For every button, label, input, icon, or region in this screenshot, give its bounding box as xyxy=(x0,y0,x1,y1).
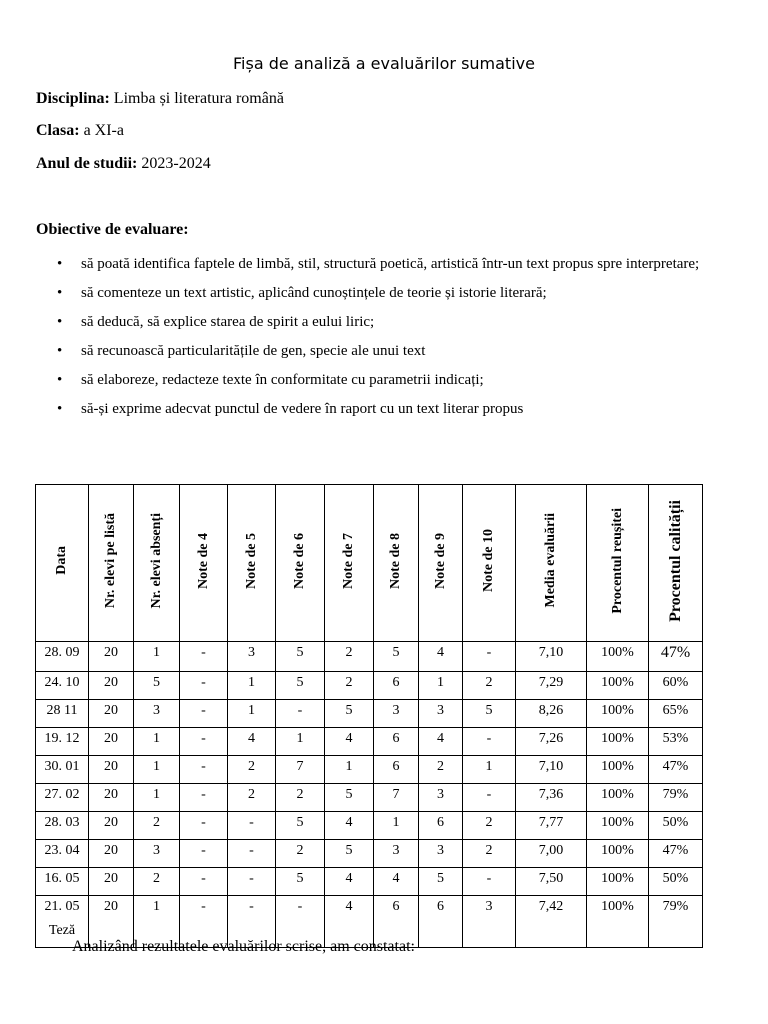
table-row xyxy=(36,728,703,756)
table-cell: 6 xyxy=(374,672,419,700)
table-header-row xyxy=(36,485,703,642)
table-cell: 6 xyxy=(374,728,419,756)
disciplina-value: Limba și literatura română xyxy=(113,90,284,107)
table-cell: - xyxy=(180,896,228,948)
teza-note: Teză xyxy=(48,923,76,938)
table-cell: 4 xyxy=(419,642,463,672)
table-cell: - xyxy=(463,868,516,896)
table-row xyxy=(36,784,703,812)
table-cell: 23. 04 xyxy=(36,840,89,868)
table-cell: 47% xyxy=(649,840,703,868)
table-cell: 2 xyxy=(276,784,325,812)
table-cell: 20 xyxy=(89,672,134,700)
table-cell: 7 xyxy=(276,756,325,784)
table-cell: 20 xyxy=(89,728,134,756)
disciplina-label: Disciplina: xyxy=(36,90,110,107)
table-cell: 79% xyxy=(649,896,703,948)
table-cell: 1 xyxy=(276,728,325,756)
table-cell: 2 xyxy=(463,840,516,868)
column-header: Nr. elevi pe listă xyxy=(89,485,134,642)
objective-item: • să elaboreze, redacteze texte în conformitate cu parametrii indicați; xyxy=(36,366,716,395)
table-cell: 3 xyxy=(463,896,516,948)
table-cell: 2 xyxy=(228,756,276,784)
table-cell: 7,42 xyxy=(516,896,587,948)
table-row xyxy=(36,812,703,840)
table-cell: - xyxy=(180,868,228,896)
table-cell: 3 xyxy=(228,642,276,672)
anul-value: 2023-2024 xyxy=(141,155,211,172)
table-cell: 3 xyxy=(374,840,419,868)
column-header: Note de 8 xyxy=(374,485,419,642)
column-header: Procentul reușitei xyxy=(587,485,649,642)
analysis-sentence: Analizând rezultatele evaluărilor scrise, am constatat: xyxy=(72,938,415,955)
table-cell: 6 xyxy=(374,756,419,784)
table-cell: 2 xyxy=(325,672,374,700)
table-cell: 5 xyxy=(463,700,516,728)
table-cell: 1 xyxy=(325,756,374,784)
table-cell: 50% xyxy=(649,812,703,840)
table-cell: 100% xyxy=(587,700,649,728)
table-cell: 100% xyxy=(587,756,649,784)
table-cell: 28 11 xyxy=(36,700,89,728)
table-cell: 7,26 xyxy=(516,728,587,756)
table-cell: - xyxy=(180,728,228,756)
table-cell: 47% xyxy=(649,756,703,784)
table-cell: - xyxy=(180,700,228,728)
table-cell: 7,29 xyxy=(516,672,587,700)
objective-item: • să recunoască particularitățile de gen, specie ale unui text xyxy=(36,337,716,366)
table-cell: 2 xyxy=(463,672,516,700)
table-cell: 4 xyxy=(325,812,374,840)
table-cell: 16. 05 xyxy=(36,868,89,896)
table-cell: 7,10 xyxy=(516,642,587,672)
table-row xyxy=(36,642,703,672)
table-cell: 47% xyxy=(649,642,703,672)
objective-item: • să comenteze un text artistic, aplicând cunoștințele de teorie și istorie literară; xyxy=(36,279,716,308)
table-row xyxy=(36,700,703,728)
table-cell: 2 xyxy=(419,756,463,784)
table-cell: 5 xyxy=(276,672,325,700)
table-cell: 1 xyxy=(134,756,180,784)
table-cell: 100% xyxy=(587,642,649,672)
table-cell: 7,00 xyxy=(516,840,587,868)
table-cell: 4 xyxy=(325,728,374,756)
column-header: Note de 5 xyxy=(228,485,276,642)
table-cell: 3 xyxy=(419,840,463,868)
table-cell: 4 xyxy=(374,868,419,896)
table-cell: 7,10 xyxy=(516,756,587,784)
table-cell: - xyxy=(228,868,276,896)
table-cell: 6 xyxy=(419,896,463,948)
clasa-value: a XI-a xyxy=(83,122,124,139)
table-cell: - xyxy=(180,784,228,812)
table-cell: 7 xyxy=(374,784,419,812)
table-cell: 5 xyxy=(374,642,419,672)
clasa-line xyxy=(36,122,124,140)
column-header: Note de 9 xyxy=(419,485,463,642)
table-cell: - xyxy=(228,812,276,840)
table-cell: 1 xyxy=(228,700,276,728)
objective-item: • să-și exprime adecvat punctul de vedere în raport cu un text literar propus xyxy=(36,395,716,424)
column-header: Note de 4 xyxy=(180,485,228,642)
column-header: Nr. elevi absenți xyxy=(134,485,180,642)
table-cell: - xyxy=(180,672,228,700)
table-cell: 1 xyxy=(228,672,276,700)
anul-line xyxy=(36,155,211,173)
column-header: Data xyxy=(36,485,89,642)
table-cell: - xyxy=(180,812,228,840)
table-cell: 20 xyxy=(89,840,134,868)
table-cell: 28. 09 xyxy=(36,642,89,672)
table-cell: 100% xyxy=(587,812,649,840)
column-header: Media evaluării xyxy=(516,485,587,642)
column-header: Procentul calității xyxy=(649,485,703,642)
objective-item: • să deducă, să explice starea de spirit a eului liric; xyxy=(36,308,716,337)
table-cell: 2 xyxy=(325,642,374,672)
table-cell: 27. 02 xyxy=(36,784,89,812)
table-cell: 1 xyxy=(134,784,180,812)
table-cell: - xyxy=(180,756,228,784)
objective-item: • să poată identifica faptele de limbă, stil, structură poetică, artistică într-un text propus spre interpretare; xyxy=(36,250,716,279)
table-cell: 60% xyxy=(649,672,703,700)
table-cell: 24. 10 xyxy=(36,672,89,700)
table-cell: - xyxy=(463,642,516,672)
table-cell: 5 xyxy=(325,840,374,868)
table-cell: - xyxy=(276,896,325,948)
table-cell: 2 xyxy=(276,840,325,868)
table-cell: - xyxy=(276,700,325,728)
objectives-list xyxy=(36,250,716,424)
table-cell: 20 xyxy=(89,642,134,672)
column-header: Note de 7 xyxy=(325,485,374,642)
table-cell: 19. 12 xyxy=(36,728,89,756)
table-cell: 1 xyxy=(134,642,180,672)
table-cell: 3 xyxy=(374,700,419,728)
table-cell: 6 xyxy=(374,896,419,948)
table-cell: 7,36 xyxy=(516,784,587,812)
table-cell: 4 xyxy=(325,868,374,896)
table-cell: 100% xyxy=(587,868,649,896)
table-cell: 3 xyxy=(419,784,463,812)
table-cell: 5 xyxy=(276,642,325,672)
table-cell: 5 xyxy=(276,812,325,840)
table-cell: 79% xyxy=(649,784,703,812)
table-cell: - xyxy=(180,642,228,672)
disciplina-line xyxy=(36,90,284,108)
table-cell: 1 xyxy=(134,896,180,948)
table-row xyxy=(36,840,703,868)
table-cell: 5 xyxy=(134,672,180,700)
table-cell: 20 xyxy=(89,784,134,812)
table-cell: 2 xyxy=(228,784,276,812)
table-row xyxy=(36,672,703,700)
anul-label: Anul de studii: xyxy=(36,155,138,172)
objectives-heading: Obiective de evaluare: xyxy=(36,221,189,238)
table-cell: 20 xyxy=(89,896,134,948)
table-cell: 20 xyxy=(89,756,134,784)
table-cell: 3 xyxy=(419,700,463,728)
column-header: Note de 6 xyxy=(276,485,325,642)
table-cell: - xyxy=(228,896,276,948)
table-cell: - xyxy=(463,784,516,812)
table-cell: 2 xyxy=(134,868,180,896)
table-cell: 1 xyxy=(134,728,180,756)
table-cell: - xyxy=(228,840,276,868)
table-cell: - xyxy=(180,840,228,868)
table-cell: 21. 05 Teză xyxy=(36,896,89,948)
table-row xyxy=(36,756,703,784)
table-cell: 20 xyxy=(89,812,134,840)
table-cell: 2 xyxy=(463,812,516,840)
table-cell: 5 xyxy=(419,868,463,896)
clasa-label: Clasa: xyxy=(36,122,80,139)
table-cell: 7,50 xyxy=(516,868,587,896)
table-cell: 4 xyxy=(228,728,276,756)
table-cell: 100% xyxy=(587,840,649,868)
table-cell: 5 xyxy=(276,868,325,896)
table-cell: 100% xyxy=(587,672,649,700)
table-cell: 20 xyxy=(89,868,134,896)
table-cell: 4 xyxy=(325,896,374,948)
column-header: Note de 10 xyxy=(463,485,516,642)
table-cell: 7,77 xyxy=(516,812,587,840)
table-body xyxy=(36,642,703,948)
table-cell: 6 xyxy=(419,812,463,840)
table-row xyxy=(36,868,703,896)
table-cell: 3 xyxy=(134,700,180,728)
table-cell: 50% xyxy=(649,868,703,896)
table-cell: - xyxy=(463,728,516,756)
table-cell: 3 xyxy=(134,840,180,868)
table-cell: 5 xyxy=(325,784,374,812)
table-cell: 65% xyxy=(649,700,703,728)
table-cell: 28. 03 xyxy=(36,812,89,840)
table-cell: 4 xyxy=(419,728,463,756)
table-cell: 100% xyxy=(587,728,649,756)
table-cell: 8,26 xyxy=(516,700,587,728)
table-cell: 53% xyxy=(649,728,703,756)
table-cell: 100% xyxy=(587,784,649,812)
table-cell: 1 xyxy=(463,756,516,784)
table-cell: 20 xyxy=(89,700,134,728)
table-cell: 2 xyxy=(134,812,180,840)
table-cell: 1 xyxy=(419,672,463,700)
document-title: Fișa de analiză a evaluărilor sumative xyxy=(233,54,535,73)
table-cell: 30. 01 xyxy=(36,756,89,784)
table-cell: 100% xyxy=(587,896,649,948)
evaluation-table xyxy=(35,484,703,948)
table-cell: 5 xyxy=(325,700,374,728)
table-cell: 1 xyxy=(374,812,419,840)
